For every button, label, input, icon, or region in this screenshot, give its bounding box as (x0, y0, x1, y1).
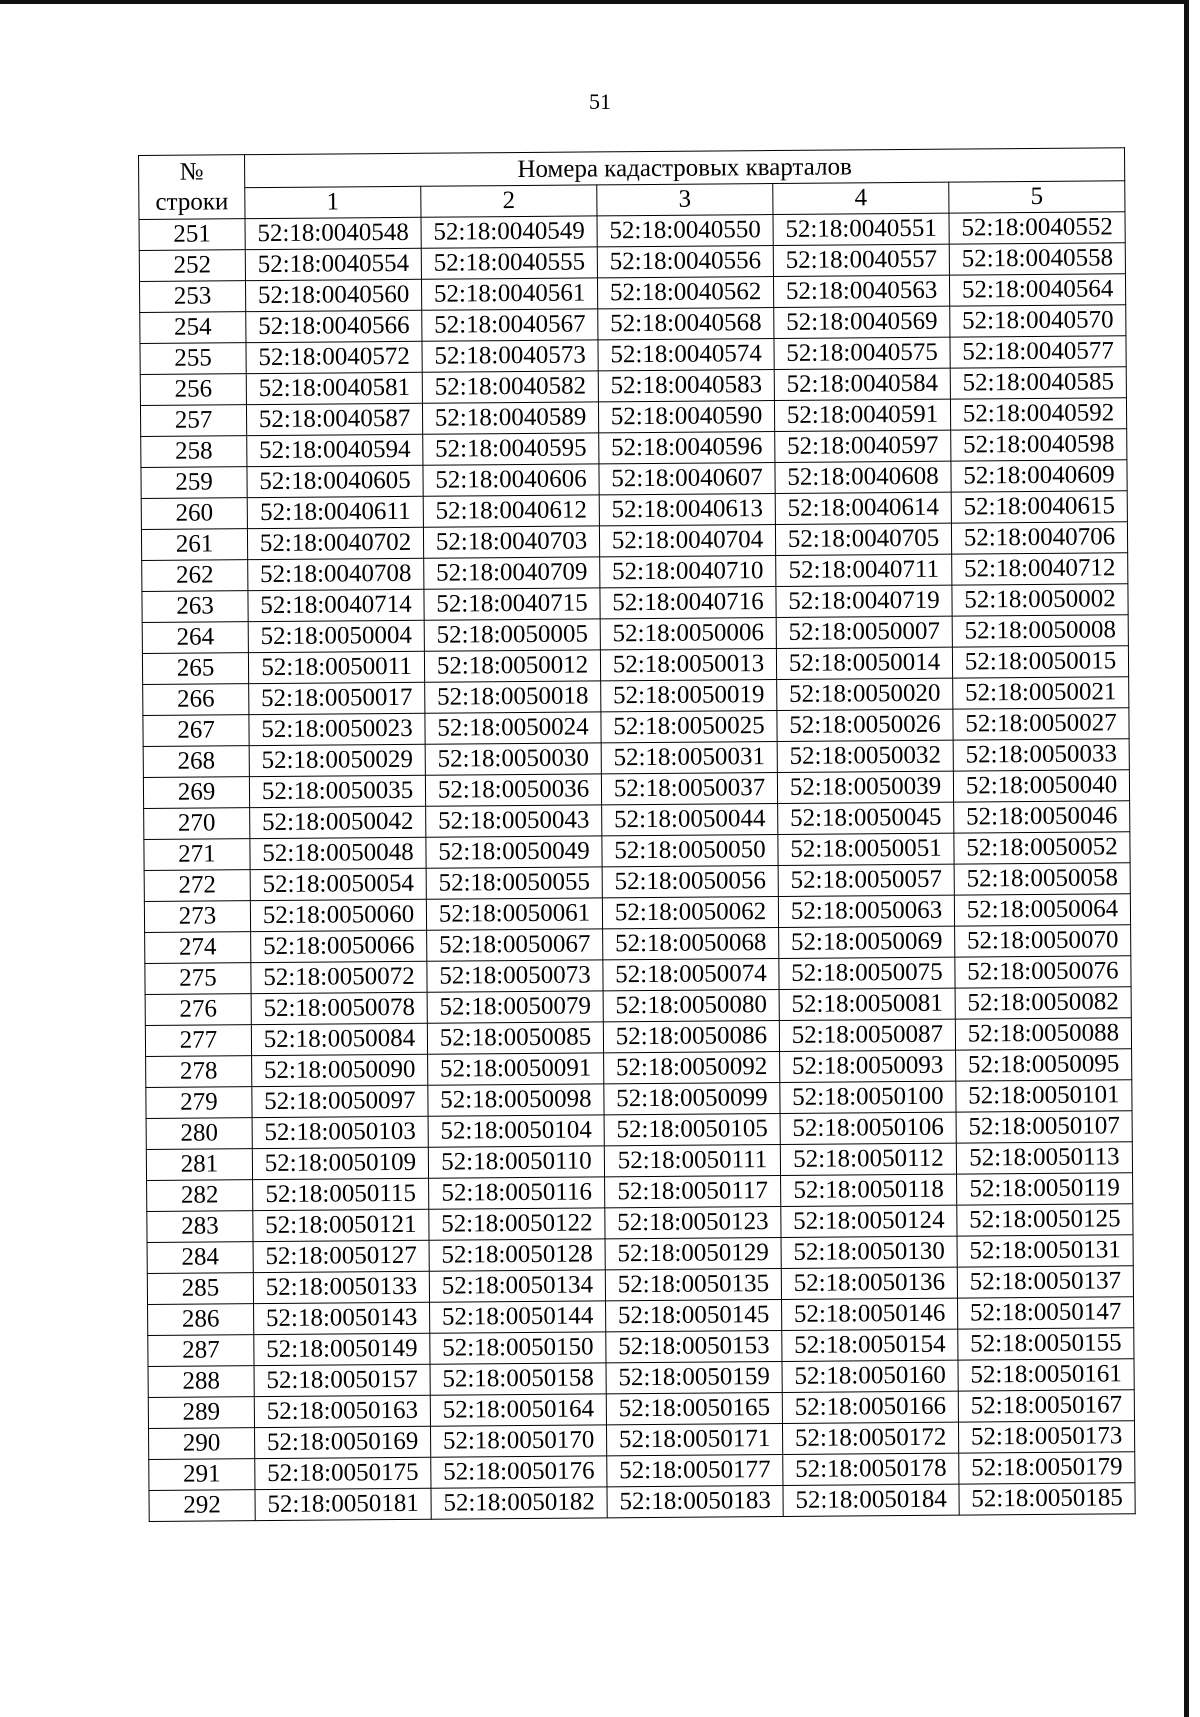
cadastral-number-cell: 52:18:0050005 (424, 619, 600, 651)
cadastral-number-cell: 52:18:0050039 (777, 771, 953, 803)
cadastral-number-cell: 52:18:0040569 (774, 306, 950, 338)
cadastral-number-cell: 52:18:0050097 (252, 1085, 428, 1117)
cadastral-number-cell: 52:18:0050004 (248, 620, 424, 652)
row-number-header-symbol: № (179, 157, 204, 186)
cadastral-number-cell: 52:18:0050182 (431, 1487, 607, 1519)
cadastral-number-cell: 52:18:0050044 (602, 803, 778, 835)
cadastral-number-cell: 52:18:0050023 (249, 713, 425, 745)
cadastral-number-cell: 52:18:0040575 (774, 337, 950, 369)
column-number-2: 2 (421, 185, 597, 217)
cadastral-number-cell: 52:18:0050085 (427, 1022, 603, 1054)
cadastral-number-cell: 52:18:0050020 (777, 678, 953, 710)
cadastral-number-cell: 52:18:0050125 (957, 1204, 1133, 1236)
document-sheet (138, 147, 1136, 1522)
cadastral-number-cell: 52:18:0050068 (603, 927, 779, 959)
cadastral-number-cell: 52:18:0040592 (950, 398, 1126, 430)
cadastral-number-cell: 52:18:0050178 (783, 1453, 959, 1485)
cadastral-number-cell: 52:18:0040702 (247, 527, 423, 559)
cadastral-number-cell: 52:18:0050121 (253, 1209, 429, 1241)
column-number-4: 4 (773, 182, 949, 214)
cadastral-number-cell: 52:18:0040582 (422, 371, 598, 403)
cadastral-number-cell: 52:18:0050111 (604, 1144, 780, 1176)
cadastral-number-cell: 52:18:0040548 (245, 217, 421, 249)
cadastral-number-cell: 52:18:0050035 (249, 775, 425, 807)
cadastral-number-cell: 52:18:0050057 (778, 864, 954, 896)
cadastral-number-cell: 52:18:0040612 (423, 495, 599, 527)
row-number-cell: 256 (140, 374, 246, 406)
row-number-cell: 284 (147, 1242, 253, 1274)
cadastral-number-cell: 52:18:0050051 (778, 833, 954, 865)
cadastral-number-cell: 52:18:0050033 (953, 739, 1129, 771)
cadastral-number-cell: 52:18:0050146 (782, 1298, 958, 1330)
cadastral-number-cell: 52:18:0040590 (598, 401, 774, 433)
row-number-cell: 276 (145, 994, 251, 1026)
cadastral-number-cell: 52:18:0050176 (431, 1456, 607, 1488)
cadastral-number-cell: 52:18:0050015 (952, 646, 1128, 678)
row-number-cell: 254 (140, 312, 246, 344)
cadastral-number-cell: 52:18:0050100 (780, 1081, 956, 1113)
column-number-5: 5 (949, 181, 1125, 213)
row-number-cell: 252 (139, 250, 245, 282)
cadastral-number-cell: 52:18:0040554 (245, 248, 421, 280)
cadastral-number-cell: 52:18:0050036 (425, 774, 601, 806)
cadastral-number-cell: 52:18:0040550 (597, 215, 773, 247)
cadastral-number-cell: 52:18:0050129 (605, 1237, 781, 1269)
cadastral-number-cell: 52:18:0050169 (254, 1426, 430, 1458)
cadastral-number-cell: 52:18:0040561 (421, 278, 597, 310)
cadastral-number-cell: 52:18:0050075 (779, 957, 955, 989)
cadastral-number-cell: 52:18:0040573 (422, 340, 598, 372)
cadastral-number-cell: 52:18:0050130 (781, 1236, 957, 1268)
row-number-cell: 288 (148, 1366, 254, 1398)
cadastral-number-cell: 52:18:0050017 (249, 682, 425, 714)
cadastral-number-cell: 52:18:0050006 (600, 618, 776, 650)
cadastral-number-cell: 52:18:0040562 (597, 277, 773, 309)
cadastral-number-cell: 52:18:0050087 (779, 1019, 955, 1051)
cadastral-number-cell: 52:18:0050149 (254, 1333, 430, 1365)
cadastral-number-cell: 52:18:0040711 (776, 554, 952, 586)
cadastral-number-cell: 52:18:0050095 (956, 1049, 1132, 1081)
cadastral-number-cell: 52:18:0050183 (607, 1485, 783, 1517)
row-number-cell: 273 (144, 901, 250, 933)
cadastral-number-cell: 52:18:0050030 (425, 743, 601, 775)
cadastral-number-cell: 52:18:0050012 (424, 650, 600, 682)
row-number-cell: 268 (143, 746, 249, 778)
cadastral-number-cell: 52:18:0050037 (601, 772, 777, 804)
cadastral-number-cell: 52:18:0050008 (952, 615, 1128, 647)
scan-border-top (0, 0, 1188, 4)
cadastral-number-cell: 52:18:0050093 (780, 1050, 956, 1082)
row-number-cell: 283 (147, 1211, 253, 1243)
row-number-cell: 258 (141, 436, 247, 468)
row-number-cell: 286 (148, 1304, 254, 1336)
cadastral-number-cell: 52:18:0050128 (429, 1239, 605, 1271)
cadastral-number-cell: 52:18:0040596 (599, 432, 775, 464)
cadastral-number-cell: 52:18:0040614 (775, 492, 951, 524)
row-number-cell: 260 (141, 498, 247, 530)
cadastral-number-cell: 52:18:0050062 (602, 896, 778, 928)
cadastral-number-cell: 52:18:0050115 (253, 1178, 429, 1210)
cadastral-number-cell: 52:18:0050045 (778, 802, 954, 834)
cadastral-number-cell: 52:18:0050147 (958, 1297, 1134, 1329)
cadastral-number-cell: 52:18:0050014 (776, 647, 952, 679)
cadastral-number-cell: 52:18:0040574 (598, 339, 774, 371)
cadastral-number-cell: 52:18:0050167 (958, 1390, 1134, 1422)
cadastral-number-cell: 52:18:0050103 (252, 1116, 428, 1148)
cadastral-number-cell: 52:18:0050136 (781, 1267, 957, 1299)
cadastral-number-cell: 52:18:0040557 (773, 244, 949, 276)
cadastral-number-cell: 52:18:0040560 (245, 279, 421, 311)
cadastral-number-cell: 52:18:0050164 (430, 1394, 606, 1426)
cadastral-number-cell: 52:18:0050117 (605, 1175, 781, 1207)
row-number-cell: 282 (147, 1180, 253, 1212)
cadastral-number-cell: 52:18:0050090 (252, 1054, 428, 1086)
cadastral-number-cell: 52:18:0040595 (423, 433, 599, 465)
cadastral-number-cell: 52:18:0050127 (253, 1240, 429, 1272)
cadastral-number-cell: 52:18:0050058 (954, 863, 1130, 895)
cadastral-number-cell: 52:18:0040714 (248, 589, 424, 621)
cadastral-number-cell: 52:18:0040605 (247, 465, 423, 497)
cadastral-number-cell: 52:18:0040583 (598, 370, 774, 402)
cadastral-number-cell: 52:18:0050019 (601, 680, 777, 712)
cadastral-number-cell: 52:18:0050024 (425, 712, 601, 744)
cadastral-number-cell: 52:18:0050166 (782, 1391, 958, 1423)
cadastral-quarters-table (138, 147, 1136, 1522)
row-number-header (139, 155, 245, 220)
cadastral-number-cell: 52:18:0050086 (603, 1020, 779, 1052)
row-number-cell: 290 (149, 1428, 255, 1460)
cadastral-number-cell: 52:18:0040708 (248, 558, 424, 590)
cadastral-number-cell: 52:18:0050026 (777, 709, 953, 741)
row-number-cell: 257 (140, 405, 246, 437)
cadastral-number-cell: 52:18:0040587 (246, 403, 422, 435)
cadastral-number-cell: 52:18:0040549 (421, 216, 597, 248)
cadastral-number-cell: 52:18:0050046 (954, 801, 1130, 833)
page-number: 51 (589, 89, 611, 114)
cadastral-number-cell: 52:18:0050122 (429, 1208, 605, 1240)
cadastral-number-cell: 52:18:0040706 (951, 522, 1127, 554)
cadastral-number-cell: 52:18:0050025 (601, 710, 777, 742)
row-number-cell: 271 (144, 839, 250, 871)
cadastral-number-cell: 52:18:0050150 (430, 1332, 606, 1364)
cadastral-number-cell: 52:18:0050170 (430, 1425, 606, 1457)
cadastral-number-cell: 52:18:0040613 (599, 494, 775, 526)
cadastral-number-cell: 52:18:0050029 (249, 744, 425, 776)
cadastral-number-cell: 52:18:0040716 (600, 587, 776, 619)
row-number-cell: 280 (146, 1118, 252, 1150)
row-number-cell: 279 (146, 1087, 252, 1119)
cadastral-number-cell: 52:18:0040572 (246, 341, 422, 373)
cadastral-number-cell: 52:18:0050123 (605, 1206, 781, 1238)
row-number-cell: 289 (148, 1397, 254, 1429)
cadastral-number-cell: 52:18:0050082 (955, 987, 1131, 1019)
cadastral-number-cell: 52:18:0040551 (773, 213, 949, 245)
cadastral-number-cell: 52:18:0040715 (424, 588, 600, 620)
cadastral-number-cell: 52:18:0050040 (953, 770, 1129, 802)
row-number-cell: 278 (146, 1056, 252, 1088)
cadastral-number-cell: 52:18:0040563 (773, 275, 949, 307)
cadastral-number-cell: 52:18:0050021 (953, 677, 1129, 709)
cadastral-number-cell: 52:18:0040584 (774, 368, 950, 400)
cadastral-number-cell: 52:18:0050185 (959, 1483, 1135, 1515)
cadastral-number-cell: 52:18:0050032 (777, 740, 953, 772)
cadastral-number-cell: 52:18:0040555 (421, 247, 597, 279)
cadastral-number-cell: 52:18:0040591 (774, 399, 950, 431)
cadastral-number-cell: 52:18:0040705 (775, 523, 951, 555)
cadastral-number-cell: 52:18:0050076 (955, 956, 1131, 988)
cadastral-number-cell: 52:18:0050134 (429, 1270, 605, 1302)
cadastral-number-cell: 52:18:0040609 (951, 460, 1127, 492)
cadastral-number-cell: 52:18:0040712 (952, 553, 1128, 585)
cadastral-number-cell: 52:18:0040567 (422, 309, 598, 341)
row-number-cell: 266 (143, 684, 249, 716)
row-number-cell: 291 (149, 1459, 255, 1491)
cadastral-number-cell: 52:18:0050070 (955, 925, 1131, 957)
row-number-cell: 263 (142, 591, 248, 623)
cadastral-number-cell: 52:18:0050078 (251, 992, 427, 1024)
cadastral-number-cell: 52:18:0040615 (951, 491, 1127, 523)
cadastral-number-cell: 52:18:0050042 (250, 806, 426, 838)
cadastral-number-cell: 52:18:0050048 (250, 837, 426, 869)
cadastral-number-cell: 52:18:0040552 (949, 212, 1125, 244)
cadastral-number-cell: 52:18:0050175 (255, 1457, 431, 1489)
cadastral-number-cell: 52:18:0050137 (957, 1266, 1133, 1298)
cadastral-number-cell: 52:18:0040570 (950, 305, 1126, 337)
cadastral-number-cell: 52:18:0050165 (606, 1392, 782, 1424)
cadastral-number-cell: 52:18:0050160 (782, 1360, 958, 1392)
row-number-cell: 264 (142, 622, 248, 654)
cadastral-number-cell: 52:18:0040585 (950, 367, 1126, 399)
cadastral-number-cell: 52:18:0050055 (426, 867, 602, 899)
cadastral-number-cell: 52:18:0050007 (776, 616, 952, 648)
cadastral-number-cell: 52:18:0050161 (958, 1359, 1134, 1391)
cadastral-number-cell: 52:18:0050159 (606, 1361, 782, 1393)
cadastral-number-cell: 52:18:0040607 (599, 463, 775, 495)
cadastral-number-cell: 52:18:0040704 (599, 525, 775, 557)
cadastral-number-cell: 52:18:0040597 (775, 430, 951, 462)
cadastral-number-cell: 52:18:0050110 (428, 1146, 604, 1178)
cadastral-number-cell: 52:18:0050143 (254, 1302, 430, 1334)
cadastral-number-cell: 52:18:0050098 (428, 1084, 604, 1116)
cadastral-number-cell: 52:18:0050031 (601, 741, 777, 773)
cadastral-number-cell: 52:18:0050011 (248, 651, 424, 683)
cadastral-number-cell: 52:18:0050073 (427, 960, 603, 992)
row-number-cell: 287 (148, 1335, 254, 1367)
cadastral-number-cell: 52:18:0050135 (605, 1268, 781, 1300)
cadastral-number-cell: 52:18:0050088 (955, 1018, 1131, 1050)
cadastral-number-cell: 52:18:0050072 (251, 961, 427, 993)
cadastral-number-cell: 52:18:0050002 (952, 584, 1128, 616)
cadastral-number-cell: 52:18:0040581 (246, 372, 422, 404)
row-number-cell: 292 (149, 1490, 255, 1522)
cadastral-number-cell: 52:18:0050163 (254, 1395, 430, 1427)
row-number-cell: 275 (145, 963, 251, 995)
cadastral-number-cell: 52:18:0050067 (427, 929, 603, 961)
cadastral-number-cell: 52:18:0050079 (427, 991, 603, 1023)
row-number-cell: 253 (139, 281, 245, 313)
cadastral-number-cell: 52:18:0050112 (780, 1143, 956, 1175)
cadastral-number-cell: 52:18:0050018 (425, 681, 601, 713)
row-number-cell: 285 (147, 1273, 253, 1305)
cadastral-number-cell: 52:18:0050084 (251, 1023, 427, 1055)
cadastral-number-cell: 52:18:0040598 (951, 429, 1127, 461)
cadastral-number-cell: 52:18:0050054 (250, 868, 426, 900)
group-header: Номера кадастровых кварталов (245, 148, 1125, 188)
table-header (139, 148, 1125, 220)
row-number-cell: 274 (145, 932, 251, 964)
row-number-cell: 262 (142, 560, 248, 592)
cadastral-number-cell: 52:18:0050133 (253, 1271, 429, 1303)
cadastral-number-cell: 52:18:0050144 (430, 1301, 606, 1333)
scan-border-right (1184, 0, 1189, 1717)
cadastral-number-cell: 52:18:0050064 (954, 894, 1130, 926)
cadastral-number-cell: 52:18:0050153 (606, 1330, 782, 1362)
cadastral-number-cell: 52:18:0050119 (957, 1173, 1133, 1205)
cadastral-number-cell: 52:18:0050069 (779, 926, 955, 958)
column-number-3: 3 (597, 184, 773, 216)
cadastral-number-cell: 52:18:0050080 (603, 989, 779, 1021)
cadastral-number-cell: 52:18:0050155 (958, 1328, 1134, 1360)
cadastral-number-cell: 52:18:0050154 (782, 1329, 958, 1361)
cadastral-number-cell: 52:18:0040568 (598, 308, 774, 340)
cadastral-number-cell: 52:18:0050060 (250, 899, 426, 931)
row-number-cell: 281 (146, 1149, 252, 1181)
cadastral-number-cell: 52:18:0050107 (956, 1111, 1132, 1143)
cadastral-number-cell: 52:18:0050104 (428, 1115, 604, 1147)
cadastral-number-cell: 52:18:0050050 (602, 834, 778, 866)
cadastral-number-cell: 52:18:0040606 (423, 464, 599, 496)
cadastral-number-cell: 52:18:0050173 (958, 1421, 1134, 1453)
row-number-cell: 267 (143, 715, 249, 747)
table-body (139, 212, 1135, 1522)
row-number-cell: 270 (144, 808, 250, 840)
cadastral-number-cell: 52:18:0050106 (780, 1112, 956, 1144)
cadastral-number-cell: 52:18:0050118 (781, 1174, 957, 1206)
cadastral-number-cell: 52:18:0050179 (959, 1452, 1135, 1484)
cadastral-number-cell: 52:18:0050157 (254, 1364, 430, 1396)
column-number-1: 1 (245, 186, 421, 218)
row-number-cell: 269 (143, 777, 249, 809)
row-number-cell: 261 (141, 529, 247, 561)
cadastral-number-cell: 52:18:0050131 (957, 1235, 1133, 1267)
cadastral-number-cell: 52:18:0040577 (950, 336, 1126, 368)
cadastral-number-cell: 52:18:0050066 (251, 930, 427, 962)
cadastral-number-cell: 52:18:0050043 (426, 805, 602, 837)
cadastral-number-cell: 52:18:0050074 (603, 958, 779, 990)
cadastral-number-cell: 52:18:0050061 (426, 898, 602, 930)
row-number-cell: 277 (145, 1025, 251, 1057)
cadastral-number-cell: 52:18:0050158 (430, 1363, 606, 1395)
row-number-cell: 255 (140, 343, 246, 375)
cadastral-number-cell: 52:18:0040608 (775, 461, 951, 493)
cadastral-number-cell: 52:18:0050124 (781, 1205, 957, 1237)
cadastral-number-cell: 52:18:0040594 (247, 434, 423, 466)
row-number-cell: 259 (141, 467, 247, 499)
cadastral-number-cell: 52:18:0040611 (247, 496, 423, 528)
cadastral-number-cell: 52:18:0050052 (954, 832, 1130, 864)
cadastral-number-cell: 52:18:0050101 (956, 1080, 1132, 1112)
cadastral-number-cell: 52:18:0050105 (604, 1113, 780, 1145)
cadastral-number-cell: 52:18:0050092 (604, 1051, 780, 1083)
cadastral-number-cell: 52:18:0050013 (600, 649, 776, 681)
cadastral-number-cell: 52:18:0050099 (604, 1082, 780, 1114)
row-number-cell: 272 (144, 870, 250, 902)
cadastral-number-cell: 52:18:0040564 (949, 274, 1125, 306)
cadastral-number-cell: 52:18:0040566 (246, 310, 422, 342)
cadastral-number-cell: 52:18:0050056 (602, 865, 778, 897)
row-number-cell: 251 (139, 219, 245, 251)
row-number-cell: 265 (142, 653, 248, 685)
cadastral-number-cell: 52:18:0050116 (429, 1177, 605, 1209)
cadastral-number-cell: 52:18:0040556 (597, 246, 773, 278)
cadastral-number-cell: 52:18:0050109 (252, 1147, 428, 1179)
cadastral-number-cell: 52:18:0050027 (953, 708, 1129, 740)
cadastral-number-cell: 52:18:0040709 (424, 557, 600, 589)
cadastral-number-cell: 52:18:0040710 (600, 556, 776, 588)
cadastral-number-cell: 52:18:0050171 (606, 1423, 782, 1455)
cadastral-number-cell: 52:18:0050081 (779, 988, 955, 1020)
cadastral-number-cell: 52:18:0050113 (956, 1142, 1132, 1174)
cadastral-number-cell: 52:18:0050181 (255, 1488, 431, 1520)
cadastral-number-cell: 52:18:0040589 (422, 402, 598, 434)
cadastral-number-cell: 52:18:0040703 (423, 526, 599, 558)
cadastral-number-cell: 52:18:0050145 (606, 1299, 782, 1331)
row-number-header-word: строки (155, 187, 229, 216)
cadastral-number-cell: 52:18:0040719 (776, 585, 952, 617)
cadastral-number-cell: 52:18:0050091 (428, 1053, 604, 1085)
cadastral-number-cell: 52:18:0040558 (949, 243, 1125, 275)
cadastral-number-cell: 52:18:0050184 (783, 1484, 959, 1516)
cadastral-number-cell: 52:18:0050049 (426, 836, 602, 868)
cadastral-number-cell: 52:18:0050177 (607, 1454, 783, 1486)
cadastral-number-cell: 52:18:0050172 (782, 1422, 958, 1454)
cadastral-number-cell: 52:18:0050063 (778, 895, 954, 927)
